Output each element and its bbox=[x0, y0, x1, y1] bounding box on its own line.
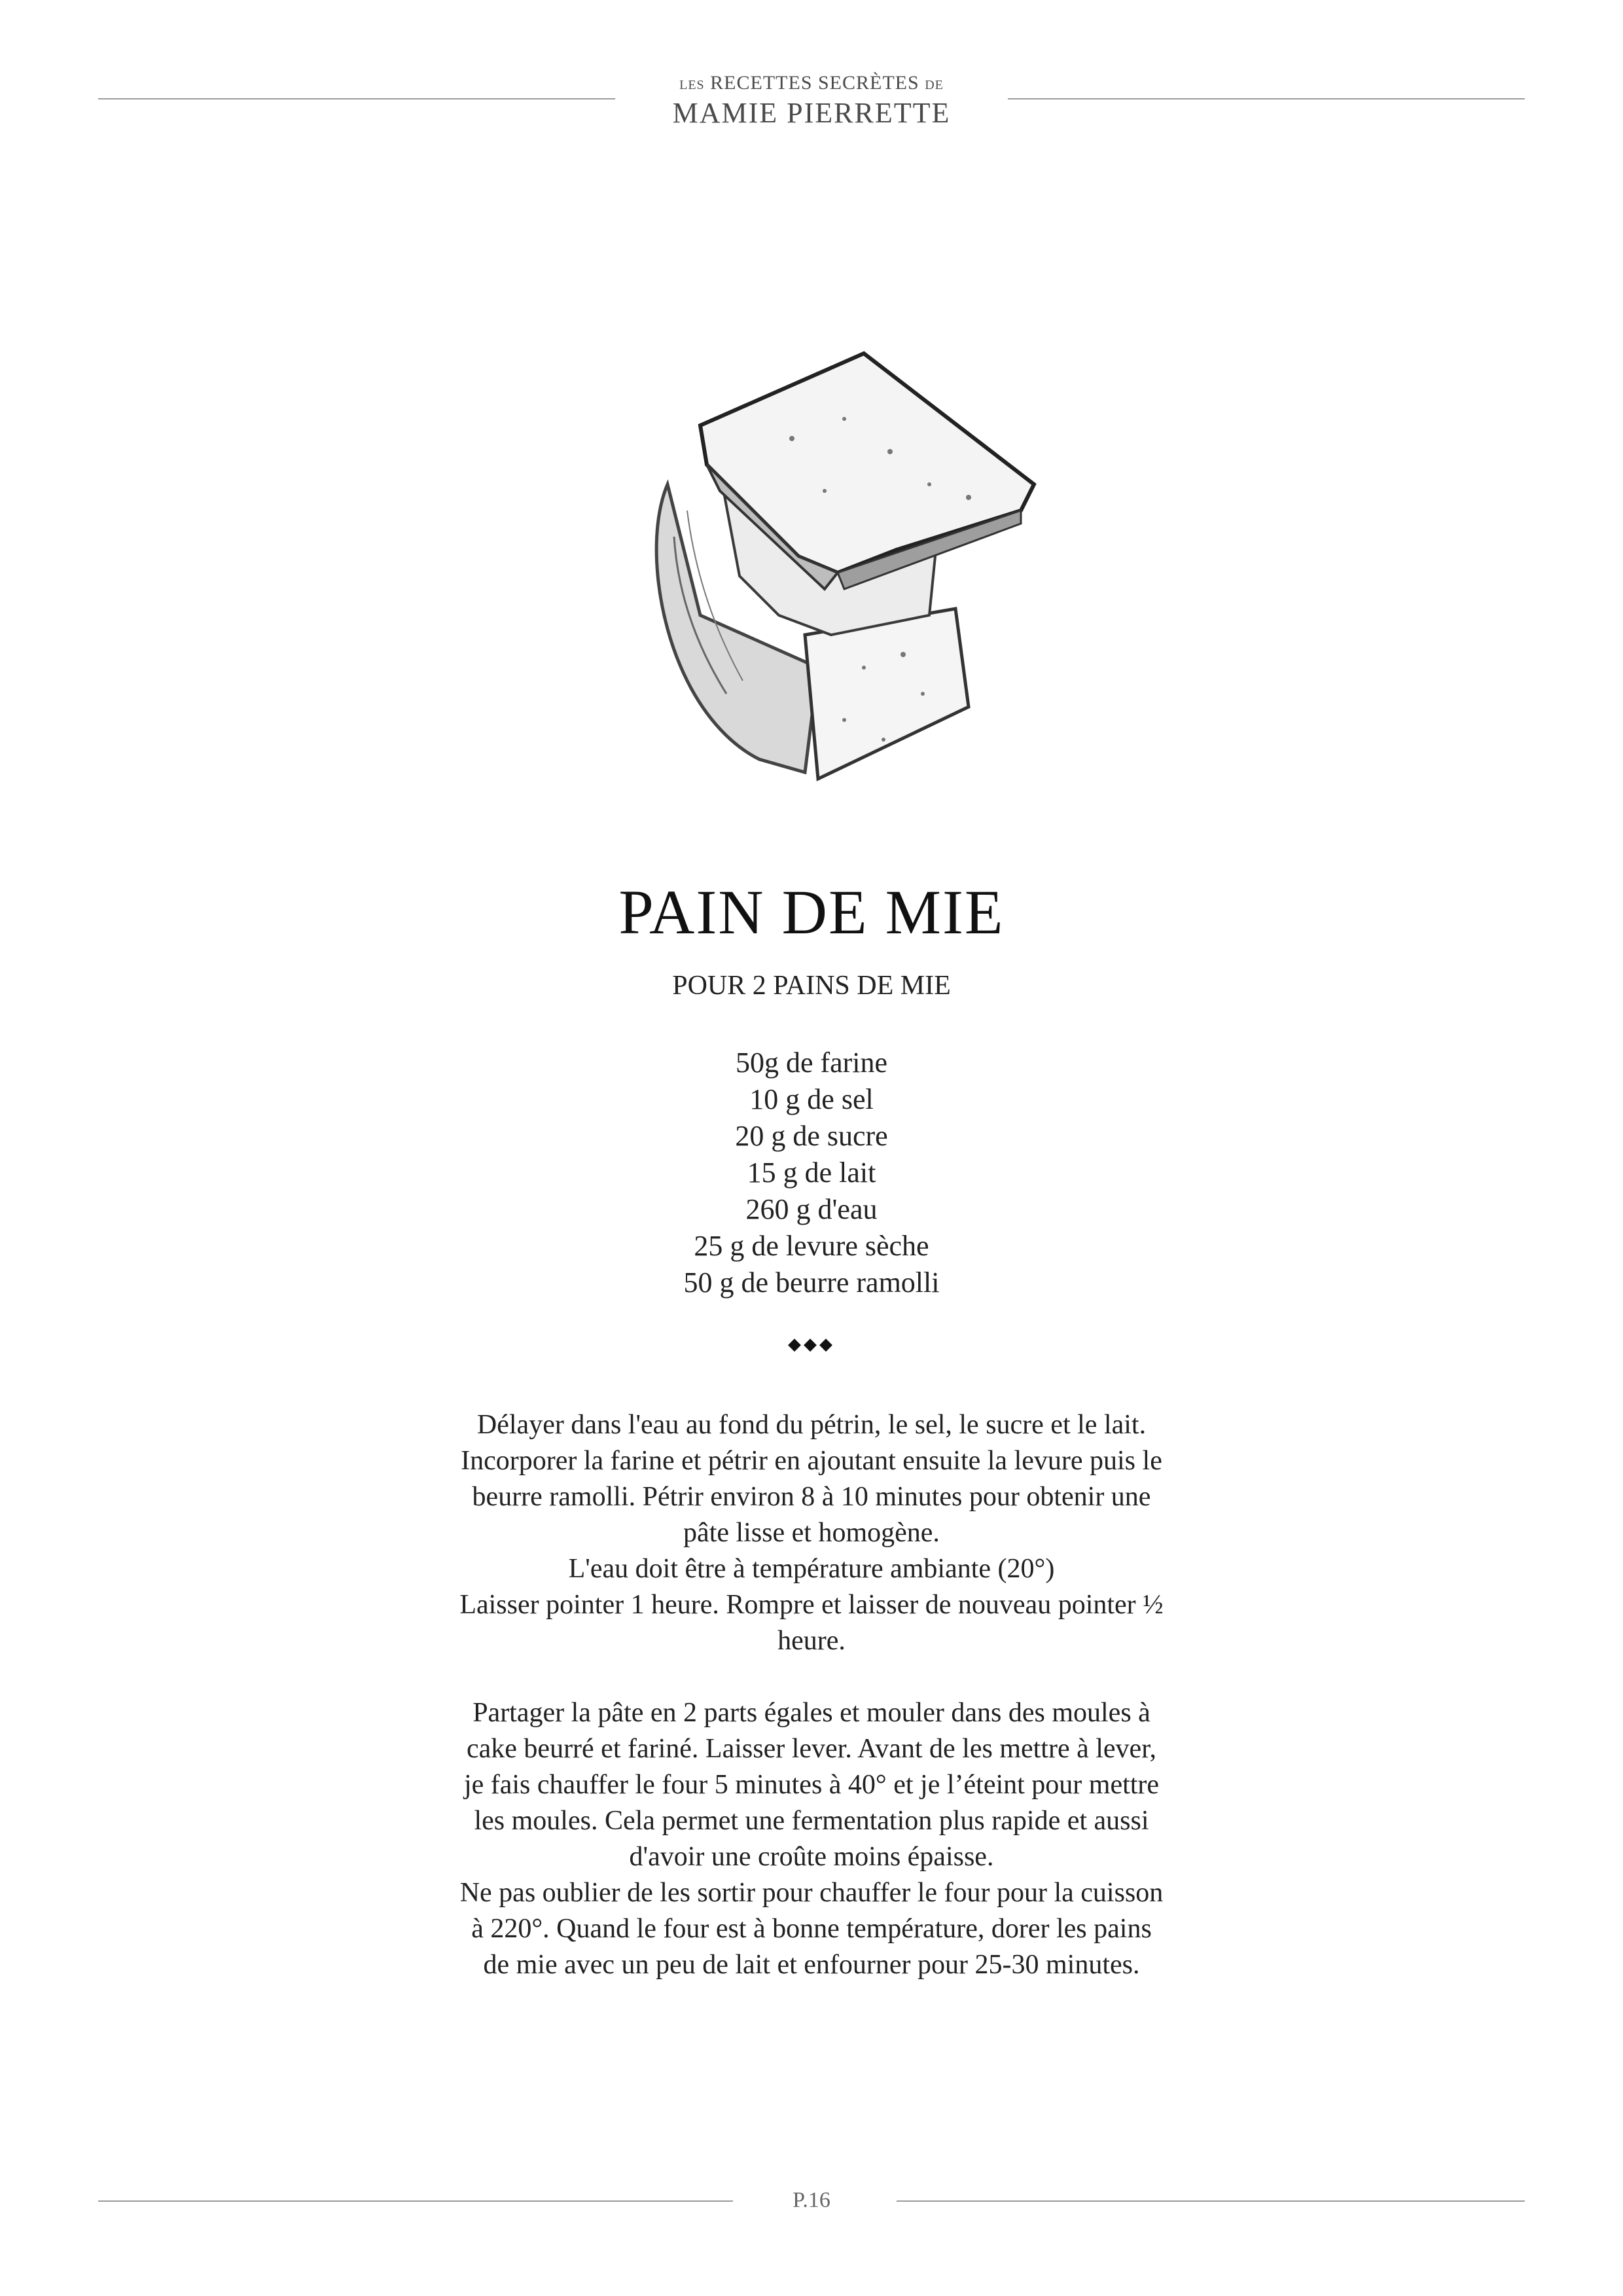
ingredient-item: 260 g d'eau bbox=[745, 1193, 878, 1225]
instruction-line: Incorporer la farine et pétrir en ajoutant ensuite la levure puis le bbox=[461, 1446, 1162, 1476]
recipe-title: PAIN DE MIE bbox=[618, 877, 1005, 948]
header-rule-left bbox=[98, 98, 615, 99]
instruction-line: les moules. Cela permet une fermentation plus rapide et aussi bbox=[474, 1806, 1149, 1836]
ingredient-item: 20 g de sucre bbox=[735, 1120, 888, 1152]
ingredient-item: 50 g de beurre ramolli bbox=[683, 1266, 940, 1299]
footer-rule-right bbox=[897, 2200, 1525, 2202]
instruction-line: Partager la pâte en 2 parts égales et mouler dans des moules à bbox=[473, 1698, 1150, 1728]
brand-logo bbox=[654, 71, 969, 129]
instruction-line: heure. bbox=[777, 1626, 846, 1656]
instruction-line: Délayer dans l'eau au fond du pétrin, le sel, le sucre et le lait. bbox=[476, 1410, 1147, 1440]
instruction-line: Ne pas oublier de les sortir pour chauffer le four pour la cuisson bbox=[459, 1878, 1164, 1908]
instruction-line: à 220°. Quand le four est à bonne température, dorer les pains bbox=[471, 1914, 1152, 1944]
page-number: P.16 bbox=[793, 2188, 830, 2212]
brand-name: MAMIE PIERRETTE bbox=[672, 97, 951, 129]
instruction-line: pâte lisse et homogène. bbox=[683, 1518, 940, 1548]
instruction-line: de mie avec un peu de lait et enfourner pour 25-30 minutes. bbox=[483, 1950, 1140, 1980]
brand-prefix: LES bbox=[679, 78, 705, 92]
ingredient-item: 10 g de sel bbox=[749, 1083, 874, 1115]
instruction-line: d'avoir une croûte moins épaisse. bbox=[629, 1842, 994, 1872]
recipe-servings: POUR 2 PAINS DE MIE bbox=[672, 971, 951, 1001]
ingredient-item: 15 g de lait bbox=[747, 1157, 876, 1189]
instruction-paragraph-2 bbox=[366, 1695, 1257, 1983]
instruction-line: beurre ramolli. Pétrir environ 8 à 10 minutes pour obtenir une bbox=[472, 1482, 1151, 1512]
recipe-instructions bbox=[366, 1407, 1257, 2019]
bread-loaf-illustration bbox=[628, 340, 1073, 798]
instruction-line: L'eau doit être à température ambiante (20°) bbox=[568, 1554, 1055, 1584]
header-rule-right bbox=[1008, 98, 1525, 99]
ingredient-item: 25 g de levure sèche bbox=[694, 1230, 929, 1262]
footer-rule-left bbox=[98, 2200, 733, 2202]
ingredient-item: 50g de farine bbox=[735, 1047, 888, 1079]
brand-suffix: DE bbox=[925, 78, 944, 92]
instruction-line: cake beurré et fariné. Laisser lever. Avant de les mettre à lever, bbox=[467, 1734, 1156, 1764]
instruction-line: je fais chauffer le four 5 minutes à 40° et je l’éteint pour mettre bbox=[463, 1770, 1160, 1800]
brand-tagline bbox=[654, 71, 969, 98]
brand-middle: RECETTES SECRÈTES bbox=[710, 72, 919, 94]
instruction-line: Laisser pointer 1 heure. Rompre et laisser de nouveau pointer ½ bbox=[459, 1590, 1164, 1620]
instruction-paragraph-1 bbox=[366, 1407, 1257, 1659]
ingredient-list bbox=[0, 1045, 1623, 1301]
diamond-ornament: ◆◆◆ bbox=[788, 1335, 835, 1354]
